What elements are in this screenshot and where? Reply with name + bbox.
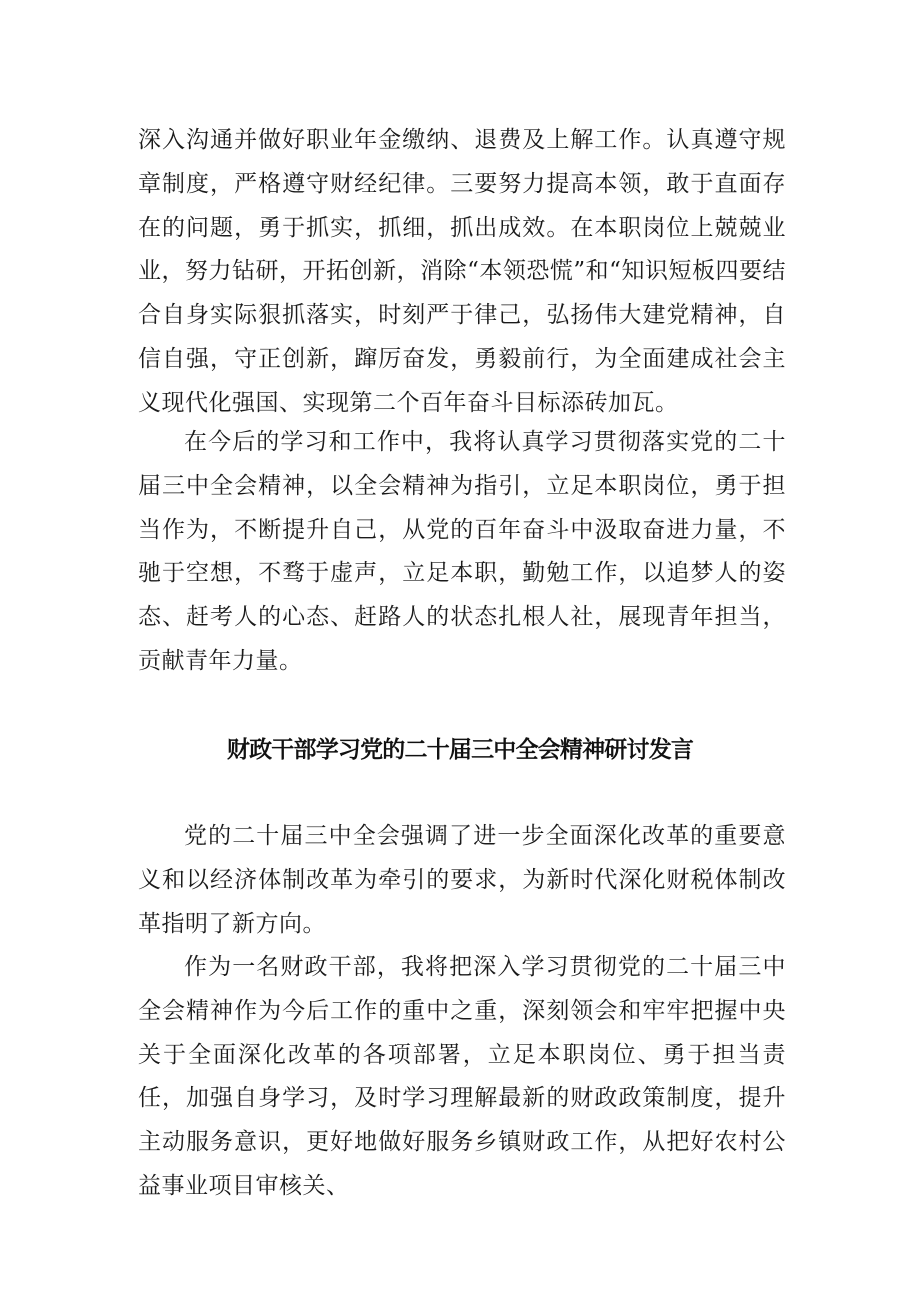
paragraph-continued: 深入沟通并做好职业年金缴纳、退费及上解工作。认真遵守规章制度，严格遵守财经纪律。三要努力提高本领，敢于直面存在的问题，勇于抓实，抓细，抓出成效。在本职岗位上兢兢业业，努力钻研，开拓创新，消除“本领恐慌”和“知识短板四要结合自身实际狠抓落实，时刻严于律己，弘扬伟大建党精神，自信自强，守正创新，蹿厉奋发，勇毅前行，为全面建成社会主义现代化强国、实现第二个百年奋斗目标添砖加瓦。: [138, 127, 786, 416]
paragraph: 党的二十届三中全会强调了进一步全面深化改革的重要意义和以经济体制改革为牵引的要求，为新时代深化财税体制改革指明了新方向。: [138, 823, 786, 937]
section-title: 财政干部学习党的二十届三中全会精神研讨发言: [226, 737, 694, 763]
paragraph: 在今后的学习和工作中，我将认真学习贯彻落实党的二十届三中全会精神，以全会精神为指引，立足本职岗位，勇于担当作为，不断提升自己，从党的百年奋斗中汲取奋进力量，不驰于空想，不骛于虚声，立足本职，勤勉工作，以追梦人的姿态、赶考人的心态、赶路人的状态扎根人社，展现青年担当，贡献青年力量。: [138, 429, 786, 674]
paragraph: 作为一名财政干部，我将把深入学习贯彻党的二十届三中全会精神作为今后工作的重中之重，深刻领会和牢牢把握中央关于全面深化改革的各项部署，立足本职岗位、勇于担当责任，加强自身学习，及时学习理解最新的财政政策制度，提升主动服务意识，更好地做好服务乡镇财政工作，从把好农村公益事业项目审核关、: [138, 954, 786, 1199]
